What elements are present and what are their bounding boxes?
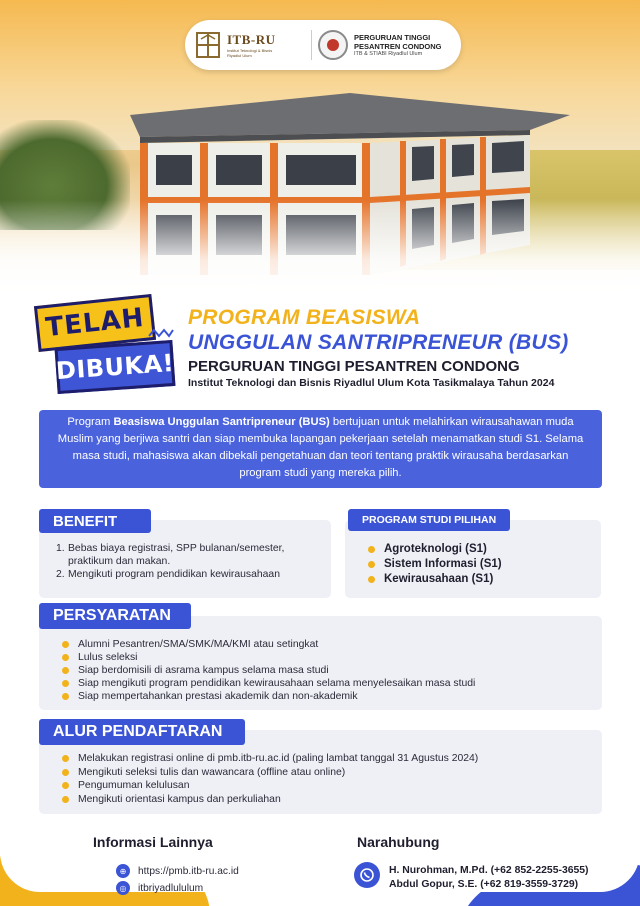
- bullet-dot-icon: [368, 546, 375, 553]
- info-title: Informasi Lainnya: [93, 834, 213, 850]
- list-text: Mengikuti seleksi tulis dan wawancara (offline atau online): [78, 766, 346, 778]
- list-text: Siap mengikuti program pendidikan kewirausahaan selama menyelesaikan masa studi: [78, 678, 476, 689]
- pt-line2: PESANTREN CONDONG: [354, 42, 442, 51]
- bullet-dot-icon: [62, 782, 69, 789]
- website-row[interactable]: [116, 864, 239, 878]
- list-item: [62, 793, 478, 807]
- bullet-dot-icon: [62, 667, 69, 674]
- logo-divider: [311, 30, 312, 60]
- benefit-heading: BENEFIT: [39, 509, 151, 533]
- list-item: [62, 690, 475, 703]
- program-heading: PROGRAM STUDI PILIHAN: [348, 509, 510, 531]
- list-text: Melakukan registrasi online di pmb.itb-ru.ac.id (paling lambat tanggal 31 Agustus 2024): [78, 753, 479, 764]
- badge-line2: DIBUKA!: [55, 348, 175, 386]
- list-item: [368, 557, 502, 572]
- list-item: [368, 542, 502, 557]
- zigzag-decoration-icon: [148, 322, 174, 342]
- list-text: Mengikuti orientasi kampus dan perkuliahan: [78, 793, 281, 805]
- bullet-dot-icon: [62, 755, 69, 762]
- contact-list: [389, 864, 589, 892]
- intro-bold: Beasiswa Unggulan Santripreneur (BUS): [113, 416, 330, 428]
- program-name: Agroteknologi (S1): [384, 543, 487, 555]
- program-list: [368, 542, 502, 587]
- instagram-handle[interactable]: itbriyadlululum: [138, 882, 204, 894]
- list-text: Siap mempertahankan prestasi akademik dan non-akademik: [78, 691, 358, 702]
- headline-line4: Institut Teknologi dan Bisnis Riyadlul Ulum Kota Tasikmalaya Tahun 2024: [188, 377, 555, 389]
- list-text: Alumni Pesantren/SMA/SMK/MA/KMI atau setingkat: [78, 639, 319, 650]
- hero-fade: [0, 200, 640, 300]
- bullet-dot-icon: [62, 641, 69, 648]
- headline-line3: PERGURUAN TINGGI PESANTREN CONDONG: [188, 358, 520, 375]
- badge-line1: TELAH: [44, 302, 146, 344]
- list-item: [62, 677, 475, 690]
- bullet-dot-icon: [62, 693, 69, 700]
- bullet-dot-icon: [62, 769, 69, 776]
- list-item: [62, 766, 478, 780]
- bullet-dot-icon: [368, 576, 375, 583]
- persyaratan-heading: PERSYARATAN: [39, 603, 191, 629]
- list-item: [62, 638, 475, 651]
- benefit-list: [56, 542, 326, 581]
- pt-line3: ITB & STIABI Riyadlul Ulum: [354, 51, 423, 57]
- list-item: [368, 572, 502, 587]
- program-name: Sistem Informasi (S1): [384, 558, 502, 570]
- globe-icon: ⊕: [116, 864, 130, 878]
- alur-heading: ALUR PENDAFTARAN: [39, 719, 245, 745]
- website-link[interactable]: https://pmb.itb-ru.ac.id: [138, 865, 239, 877]
- instagram-icon: ◎: [116, 881, 130, 895]
- intro-pre: Program: [67, 416, 114, 428]
- bullet-dot-icon: [62, 654, 69, 661]
- list-text: Mengikuti program pendidikan kewirausahaan: [68, 569, 280, 580]
- itbru-logo: [195, 31, 305, 59]
- bullet-dot-icon: [368, 561, 375, 568]
- list-item: [56, 568, 326, 581]
- whatsapp-icon[interactable]: [354, 862, 380, 888]
- itbru-name: ITB-RU: [227, 32, 276, 47]
- whatsapp-glyph-icon: [359, 867, 375, 883]
- itbru-sub: Institut Teknologi & Bisnis Riyadlul Ulum: [227, 48, 273, 58]
- intro-box: [39, 410, 602, 488]
- logo-bar: [185, 20, 461, 70]
- program-name: Kewirausahaan (S1): [384, 573, 494, 585]
- list-text: Siap berdomisili di asrama kampus selama masa studi: [78, 665, 329, 676]
- list-item: [62, 664, 475, 677]
- list-num: 1.: [56, 543, 65, 554]
- pt-line1: PERGURUAN TINGGI: [354, 33, 431, 42]
- list-item: [62, 752, 478, 766]
- headline-line1: PROGRAM BEASISWA: [188, 306, 421, 329]
- list-item: [62, 651, 475, 664]
- list-item: [56, 542, 326, 568]
- pesantren-seal-icon: [318, 30, 348, 60]
- alur-list: [62, 752, 478, 806]
- headline-line2: UNGGULAN SANTRIPRENEUR (BUS): [188, 331, 569, 354]
- itbru-emblem-icon: [195, 31, 221, 59]
- intro-post: bertujuan untuk melahirkan wirausahawan muda Muslim yang berjiwa santri dan siap membuka lapangan pekerjaan setelah menamatkan studi S1. Selama masa studi, mahasiswa akan dibekali pengetahuan dan teori tentang praktik wirausaha berdasarkan program studi yang mereka pilih.: [57, 416, 584, 479]
- badge-bottom: [55, 340, 176, 394]
- list-num: 2.: [56, 569, 65, 580]
- list-item: [62, 779, 478, 793]
- list-text: Pengumuman kelulusan: [78, 780, 190, 791]
- persyaratan-list: [62, 638, 475, 703]
- contact-1[interactable]: H. Nurohman, M.Pd. (+62 852-2255-3655): [389, 865, 589, 876]
- contact-2[interactable]: Abdul Gopur, S.E. (+62 819-3559-3729): [389, 879, 579, 890]
- contact-title: Narahubung: [357, 834, 440, 850]
- instagram-row[interactable]: [116, 881, 203, 895]
- list-text: Lulus seleksi: [78, 652, 138, 663]
- list-text: Bebas biaya registrasi, SPP bulanan/semester, praktikum dan makan.: [68, 543, 285, 567]
- bullet-dot-icon: [62, 796, 69, 803]
- pesantren-condong-logo: [318, 30, 442, 60]
- telah-dibuka-badge: [36, 300, 175, 392]
- bullet-dot-icon: [62, 680, 69, 687]
